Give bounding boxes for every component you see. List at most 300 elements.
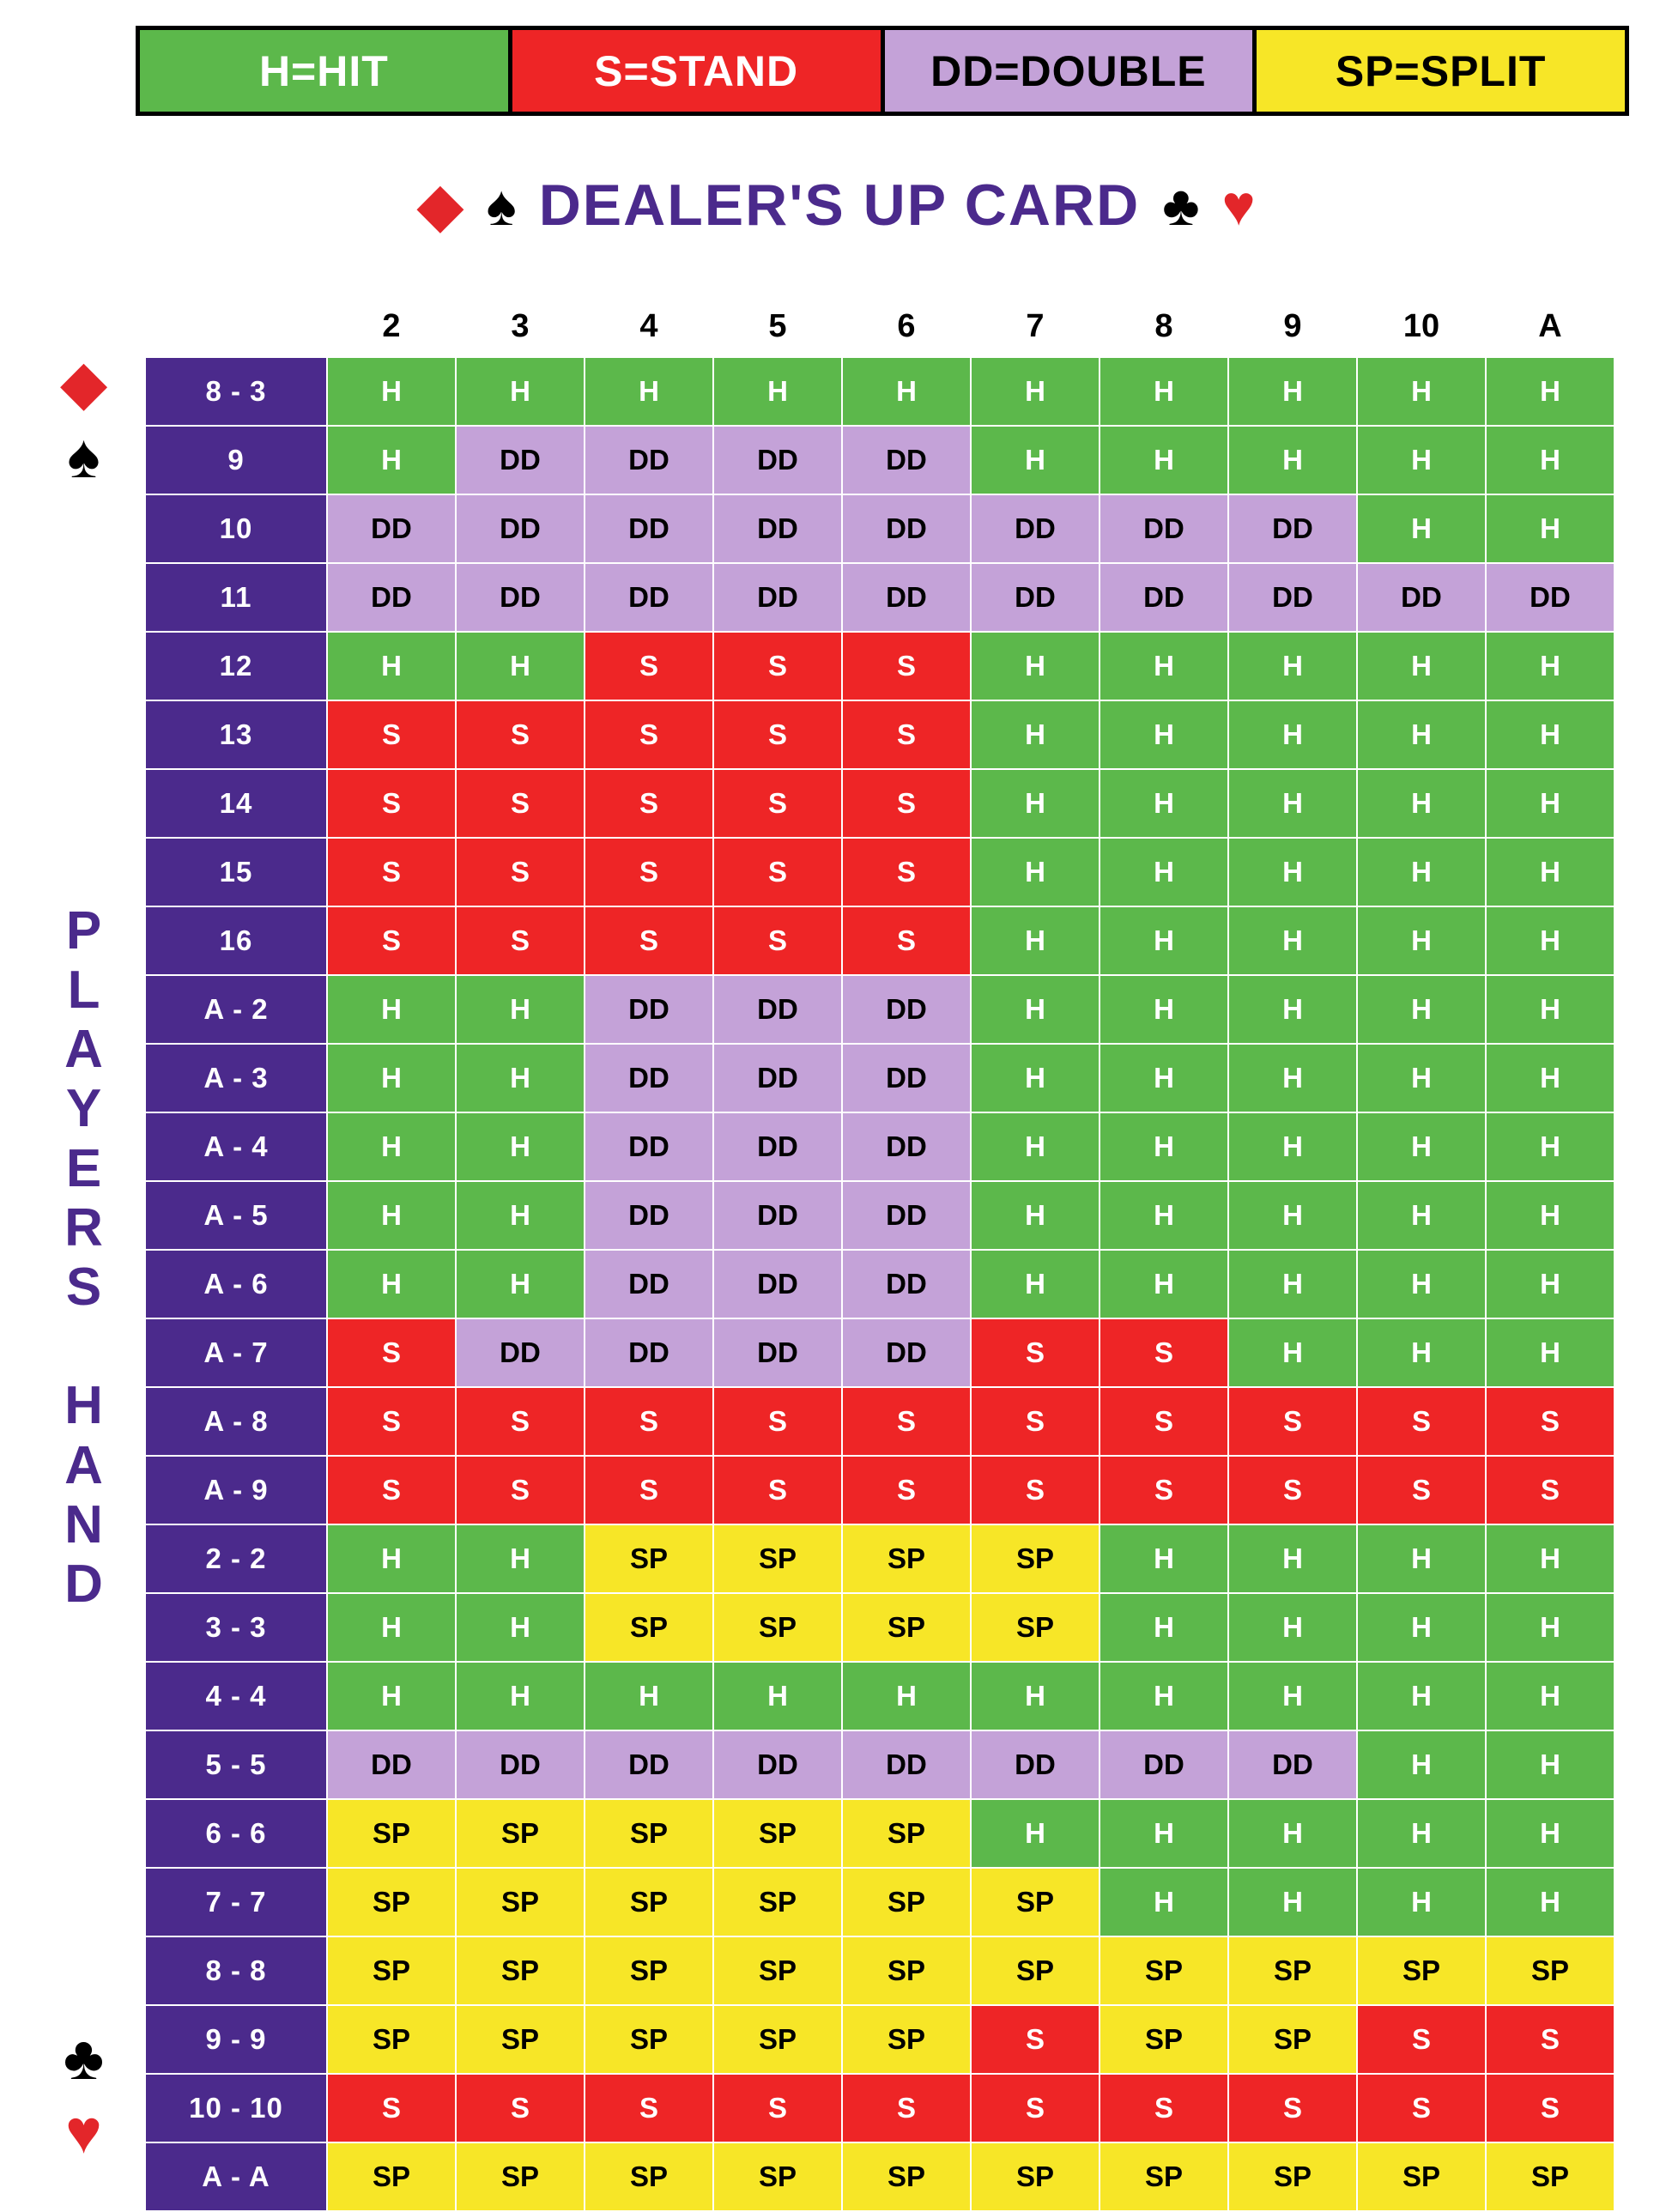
strategy-table-wrapper [144, 305, 1614, 2212]
strategy-cell: H [1486, 357, 1614, 426]
strategy-cell: S [585, 769, 713, 838]
strategy-cell: DD [842, 975, 971, 1044]
strategy-cell: H [327, 357, 456, 426]
strategy-cell: DD [585, 1250, 713, 1318]
players-hand-sidebar [34, 343, 133, 2167]
page-title: DEALER'S UP CARD [538, 173, 1141, 238]
strategy-cell: SP [1228, 2005, 1357, 2074]
column-header: 6 [842, 305, 971, 357]
table-row [145, 1456, 1614, 1524]
sidebar-suits-bottom [63, 2024, 105, 2167]
table-header [145, 305, 1614, 357]
strategy-cell: S [1357, 2005, 1486, 2074]
strategy-cell: H [456, 1250, 585, 1318]
row-header: 12 [145, 632, 327, 700]
club-icon: ♣ [63, 2024, 105, 2093]
strategy-cell: DD [585, 426, 713, 494]
side-letter: P [65, 900, 102, 961]
strategy-cell: DD [713, 494, 842, 563]
table-row [145, 1524, 1614, 1593]
strategy-cell: S [713, 2074, 842, 2142]
strategy-cell: S [585, 838, 713, 906]
strategy-cell: SP [585, 2142, 713, 2211]
row-header: A - 2 [145, 975, 327, 1044]
table-row [145, 769, 1614, 838]
strategy-cell: S [971, 2074, 1100, 2142]
strategy-cell: H [842, 1662, 971, 1730]
strategy-cell: S [585, 2074, 713, 2142]
strategy-cell: H [1100, 906, 1228, 975]
side-letter: A [64, 1020, 103, 1080]
strategy-cell: SP [456, 1799, 585, 1868]
strategy-cell: H [1228, 1044, 1357, 1112]
strategy-table [144, 305, 1615, 2212]
strategy-cell: S [327, 700, 456, 769]
strategy-cell: DD [1100, 1730, 1228, 1799]
strategy-cell: H [1228, 1593, 1357, 1662]
strategy-cell: H [327, 1112, 456, 1181]
strategy-cell: H [456, 975, 585, 1044]
strategy-cell: H [456, 632, 585, 700]
heart-icon: ♥ [65, 2098, 102, 2167]
row-header: 7 - 7 [145, 1868, 327, 1936]
table-row [145, 1044, 1614, 1112]
strategy-cell: SP [585, 1593, 713, 1662]
strategy-cell: S [327, 769, 456, 838]
strategy-cell: H [456, 1524, 585, 1593]
strategy-cell: DD [585, 1318, 713, 1387]
strategy-cell: H [1100, 769, 1228, 838]
strategy-cell: H [971, 1662, 1100, 1730]
strategy-cell: DD [713, 1044, 842, 1112]
strategy-cell: DD [456, 494, 585, 563]
strategy-cell: H [1357, 357, 1486, 426]
strategy-cell: H [1486, 769, 1614, 838]
strategy-cell: S [842, 838, 971, 906]
strategy-cell: SP [971, 1593, 1100, 1662]
strategy-cell: H [1357, 1112, 1486, 1181]
strategy-cell: S [327, 838, 456, 906]
strategy-cell: S [971, 2005, 1100, 2074]
row-header: 9 - 9 [145, 2005, 327, 2074]
row-header: 10 - 10 [145, 2074, 327, 2142]
strategy-cell: H [1486, 632, 1614, 700]
strategy-cell: DD [585, 975, 713, 1044]
strategy-cell: H [1357, 1318, 1486, 1387]
strategy-cell: SP [971, 1524, 1100, 1593]
strategy-cell: H [1357, 1799, 1486, 1868]
strategy-cell: S [327, 1387, 456, 1456]
strategy-cell: S [1100, 1318, 1228, 1387]
strategy-cell: H [327, 1044, 456, 1112]
strategy-cell: H [1486, 426, 1614, 494]
row-header: 5 - 5 [145, 1730, 327, 1799]
column-header: 4 [585, 305, 713, 357]
heart-icon: ♥ [1221, 173, 1256, 237]
strategy-cell: H [1357, 1868, 1486, 1936]
strategy-cell: S [456, 769, 585, 838]
strategy-cell: SP [842, 1593, 971, 1662]
strategy-cell: H [1486, 1730, 1614, 1799]
strategy-cell: H [1486, 1593, 1614, 1662]
strategy-cell: S [327, 1318, 456, 1387]
row-header: 14 [145, 769, 327, 838]
strategy-cell: S [1228, 1387, 1357, 1456]
legend-item-hit: H=HIT [140, 30, 512, 112]
strategy-cell: DD [842, 1318, 971, 1387]
strategy-cell: H [971, 1181, 1100, 1250]
strategy-cell: DD [327, 494, 456, 563]
strategy-cell: H [971, 700, 1100, 769]
strategy-cell: SP [585, 1936, 713, 2005]
row-header: 9 [145, 426, 327, 494]
diamond-icon: ◆ [416, 171, 464, 239]
strategy-cell: S [971, 1318, 1100, 1387]
table-row [145, 1662, 1614, 1730]
strategy-cell: H [1228, 700, 1357, 769]
strategy-cell: DD [327, 563, 456, 632]
strategy-cell: DD [1100, 563, 1228, 632]
strategy-cell: S [713, 1387, 842, 1456]
strategy-cell: H [971, 357, 1100, 426]
strategy-cell: H [1228, 357, 1357, 426]
strategy-cell: H [456, 1181, 585, 1250]
strategy-cell: H [1357, 838, 1486, 906]
legend-bar [136, 26, 1629, 116]
strategy-cell: S [456, 906, 585, 975]
strategy-cell: H [1100, 1044, 1228, 1112]
strategy-cell: S [1357, 1387, 1486, 1456]
strategy-cell: S [713, 769, 842, 838]
table-row [145, 2005, 1614, 2074]
strategy-cell: SP [842, 1868, 971, 1936]
side-letter: L [67, 960, 100, 1020]
diamond-icon: ◆ [59, 348, 108, 417]
strategy-cell: H [1100, 357, 1228, 426]
strategy-cell: H [1357, 906, 1486, 975]
strategy-cell: S [456, 2074, 585, 2142]
strategy-cell: DD [327, 1730, 456, 1799]
strategy-cell: SP [1100, 2005, 1228, 2074]
strategy-cell: SP [713, 1868, 842, 1936]
strategy-cell: DD [1357, 563, 1486, 632]
strategy-cell: SP [585, 1868, 713, 1936]
strategy-cell: S [1100, 2074, 1228, 2142]
strategy-cell: SP [971, 2142, 1100, 2211]
strategy-cell: DD [842, 1250, 971, 1318]
strategy-cell: DD [971, 1730, 1100, 1799]
strategy-cell: S [1100, 1456, 1228, 1524]
column-header: A [1486, 305, 1614, 357]
table-row [145, 357, 1614, 426]
strategy-cell: S [456, 1387, 585, 1456]
row-header: 2 - 2 [145, 1524, 327, 1593]
strategy-cell: H [1100, 1524, 1228, 1593]
strategy-cell: H [713, 1662, 842, 1730]
strategy-cell: S [327, 906, 456, 975]
side-letter: Y [65, 1079, 102, 1139]
strategy-cell: H [1357, 1730, 1486, 1799]
strategy-cell: H [1357, 1044, 1486, 1112]
table-row [145, 975, 1614, 1044]
strategy-cell: H [1228, 426, 1357, 494]
table-row [145, 838, 1614, 906]
strategy-cell: DD [713, 1730, 842, 1799]
strategy-cell: H [1486, 906, 1614, 975]
strategy-cell: S [1357, 1456, 1486, 1524]
strategy-cell: SP [842, 2142, 971, 2211]
strategy-cell: S [456, 1456, 585, 1524]
strategy-cell: S [1486, 2074, 1614, 2142]
strategy-cell: H [1357, 1524, 1486, 1593]
column-header: 2 [327, 305, 456, 357]
strategy-cell: DD [1228, 1730, 1357, 1799]
strategy-cell: H [1357, 494, 1486, 563]
strategy-cell: S [1486, 2005, 1614, 2074]
strategy-cell: SP [842, 1799, 971, 1868]
strategy-cell: S [456, 838, 585, 906]
strategy-cell: H [1100, 1799, 1228, 1868]
row-header: A - 6 [145, 1250, 327, 1318]
strategy-cell: H [1100, 1662, 1228, 1730]
legend-item-double: DD=DOUBLE [885, 30, 1257, 112]
table-row [145, 1387, 1614, 1456]
row-header: 4 - 4 [145, 1662, 327, 1730]
strategy-cell: SP [713, 1799, 842, 1868]
strategy-cell: H [842, 357, 971, 426]
strategy-cell: H [1357, 632, 1486, 700]
table-corner [145, 305, 327, 357]
strategy-cell: SP [842, 1524, 971, 1593]
strategy-cell: S [842, 700, 971, 769]
strategy-cell: H [971, 906, 1100, 975]
strategy-cell: SP [585, 1524, 713, 1593]
strategy-cell: H [971, 1799, 1100, 1868]
strategy-cell: SP [713, 1593, 842, 1662]
strategy-cell: SP [1357, 2142, 1486, 2211]
strategy-cell: H [1228, 1799, 1357, 1868]
strategy-cell: S [713, 1456, 842, 1524]
strategy-cell: S [842, 1387, 971, 1456]
strategy-cell: H [327, 426, 456, 494]
strategy-cell: H [1100, 700, 1228, 769]
strategy-cell: H [1486, 1524, 1614, 1593]
strategy-cell: H [971, 1112, 1100, 1181]
strategy-cell: H [1357, 1662, 1486, 1730]
strategy-cell: DD [971, 494, 1100, 563]
strategy-cell: DD [1228, 494, 1357, 563]
strategy-cell: DD [713, 426, 842, 494]
strategy-cell: S [585, 1387, 713, 1456]
table-row [145, 906, 1614, 975]
column-header: 7 [971, 305, 1100, 357]
column-header: 5 [713, 305, 842, 357]
strategy-cell: DD [842, 563, 971, 632]
sidebar-suits-top [59, 348, 108, 491]
table-row [145, 1730, 1614, 1799]
strategy-cell: S [713, 632, 842, 700]
spade-icon: ♠ [67, 422, 100, 491]
spade-icon: ♠ [486, 173, 517, 237]
strategy-cell: S [1228, 1456, 1357, 1524]
side-letter: S [65, 1258, 102, 1317]
row-header: A - A [145, 2142, 327, 2211]
strategy-cell: S [713, 906, 842, 975]
strategy-cell: S [585, 1456, 713, 1524]
strategy-cell: SP [971, 1936, 1100, 2005]
strategy-cell: H [1228, 838, 1357, 906]
strategy-cell: S [713, 838, 842, 906]
strategy-cell: H [1100, 1868, 1228, 1936]
strategy-cell: H [1486, 1181, 1614, 1250]
strategy-cell: H [1486, 1318, 1614, 1387]
strategy-cell: H [585, 1662, 713, 1730]
strategy-cell: DD [585, 563, 713, 632]
strategy-cell: H [1228, 1181, 1357, 1250]
strategy-cell: H [1486, 975, 1614, 1044]
strategy-cell: DD [842, 1730, 971, 1799]
strategy-cell: SP [456, 1936, 585, 2005]
strategy-cell: DD [842, 494, 971, 563]
strategy-cell: H [1357, 1593, 1486, 1662]
table-row [145, 700, 1614, 769]
side-letter: E [65, 1138, 102, 1198]
column-header-row [145, 305, 1614, 357]
strategy-cell: DD [713, 1181, 842, 1250]
strategy-cell: H [456, 1662, 585, 1730]
strategy-cell: H [327, 1593, 456, 1662]
strategy-cell: H [1228, 1112, 1357, 1181]
strategy-cell: S [1486, 1456, 1614, 1524]
strategy-cell: DD [585, 1730, 713, 1799]
strategy-cell: SP [842, 1936, 971, 2005]
strategy-cell: DD [456, 1730, 585, 1799]
table-row [145, 1250, 1614, 1318]
table-row [145, 2074, 1614, 2142]
strategy-cell: H [1357, 769, 1486, 838]
strategy-cell: H [1486, 494, 1614, 563]
strategy-cell: H [1228, 1250, 1357, 1318]
side-letter: D [64, 1554, 103, 1615]
row-header: 15 [145, 838, 327, 906]
strategy-cell: H [1486, 1799, 1614, 1868]
table-row [145, 494, 1614, 563]
strategy-cell: H [971, 975, 1100, 1044]
strategy-cell: S [585, 632, 713, 700]
strategy-cell: DD [585, 494, 713, 563]
strategy-cell: H [456, 1044, 585, 1112]
strategy-cell: H [327, 1250, 456, 1318]
row-header: 13 [145, 700, 327, 769]
row-header: A - 8 [145, 1387, 327, 1456]
legend-item-stand: S=STAND [512, 30, 885, 112]
strategy-cell: SP [713, 2005, 842, 2074]
column-header: 9 [1228, 305, 1357, 357]
strategy-cell: DD [971, 563, 1100, 632]
strategy-cell: H [713, 357, 842, 426]
strategy-cell: S [1357, 2074, 1486, 2142]
strategy-cell: H [1357, 975, 1486, 1044]
strategy-cell: S [842, 2074, 971, 2142]
strategy-cell: SP [1228, 2142, 1357, 2211]
strategy-cell: H [1486, 1662, 1614, 1730]
strategy-cell: H [327, 1524, 456, 1593]
strategy-cell: H [1486, 1868, 1614, 1936]
strategy-cell: H [1228, 1868, 1357, 1936]
strategy-cell: H [327, 975, 456, 1044]
strategy-cell: H [1228, 632, 1357, 700]
legend-item-split: SP=SPLIT [1257, 30, 1625, 112]
strategy-cell: DD [456, 1318, 585, 1387]
strategy-cell: DD [842, 426, 971, 494]
row-header: A - 3 [145, 1044, 327, 1112]
strategy-cell: SP [842, 2005, 971, 2074]
strategy-cell: SP [1486, 1936, 1614, 2005]
strategy-cell: H [1357, 700, 1486, 769]
table-row [145, 2142, 1614, 2211]
strategy-cell: S [1228, 2074, 1357, 2142]
strategy-cell: H [1486, 1044, 1614, 1112]
row-header: 16 [145, 906, 327, 975]
column-header: 8 [1100, 305, 1228, 357]
strategy-cell: S [842, 1456, 971, 1524]
strategy-cell: H [971, 838, 1100, 906]
column-header: 10 [1357, 305, 1486, 357]
column-header: 3 [456, 305, 585, 357]
strategy-cell: SP [713, 2142, 842, 2211]
strategy-cell: S [971, 1387, 1100, 1456]
strategy-cell: SP [456, 1868, 585, 1936]
strategy-cell: S [1486, 1387, 1614, 1456]
strategy-cell: H [1228, 906, 1357, 975]
strategy-cell: H [1100, 975, 1228, 1044]
strategy-cell: H [327, 1662, 456, 1730]
row-header: 6 - 6 [145, 1799, 327, 1868]
strategy-cell: SP [713, 1524, 842, 1593]
row-header: 11 [145, 563, 327, 632]
strategy-cell: SP [1100, 2142, 1228, 2211]
side-letter: N [64, 1494, 103, 1554]
strategy-cell: H [456, 1112, 585, 1181]
strategy-cell: H [456, 357, 585, 426]
table-row [145, 1112, 1614, 1181]
table-row [145, 563, 1614, 632]
row-header: A - 7 [145, 1318, 327, 1387]
strategy-cell: DD [713, 1250, 842, 1318]
strategy-cell: SP [1100, 1936, 1228, 2005]
table-row [145, 632, 1614, 700]
strategy-cell: H [1100, 426, 1228, 494]
strategy-cell: S [585, 700, 713, 769]
strategy-cell: S [842, 632, 971, 700]
row-header: A - 4 [145, 1112, 327, 1181]
strategy-cell: SP [585, 2005, 713, 2074]
strategy-cell: S [971, 1456, 1100, 1524]
table-row [145, 1799, 1614, 1868]
strategy-cell: DD [585, 1181, 713, 1250]
strategy-cell: H [1486, 700, 1614, 769]
side-letter: A [64, 1435, 103, 1495]
table-row [145, 1936, 1614, 2005]
strategy-cell: H [1228, 1318, 1357, 1387]
strategy-cell: SP [1357, 1936, 1486, 2005]
strategy-cell: SP [327, 1868, 456, 1936]
strategy-cell: S [713, 700, 842, 769]
strategy-cell: H [1486, 1250, 1614, 1318]
strategy-cell: H [1100, 1593, 1228, 1662]
strategy-cell: SP [971, 1868, 1100, 1936]
strategy-cell: S [327, 1456, 456, 1524]
